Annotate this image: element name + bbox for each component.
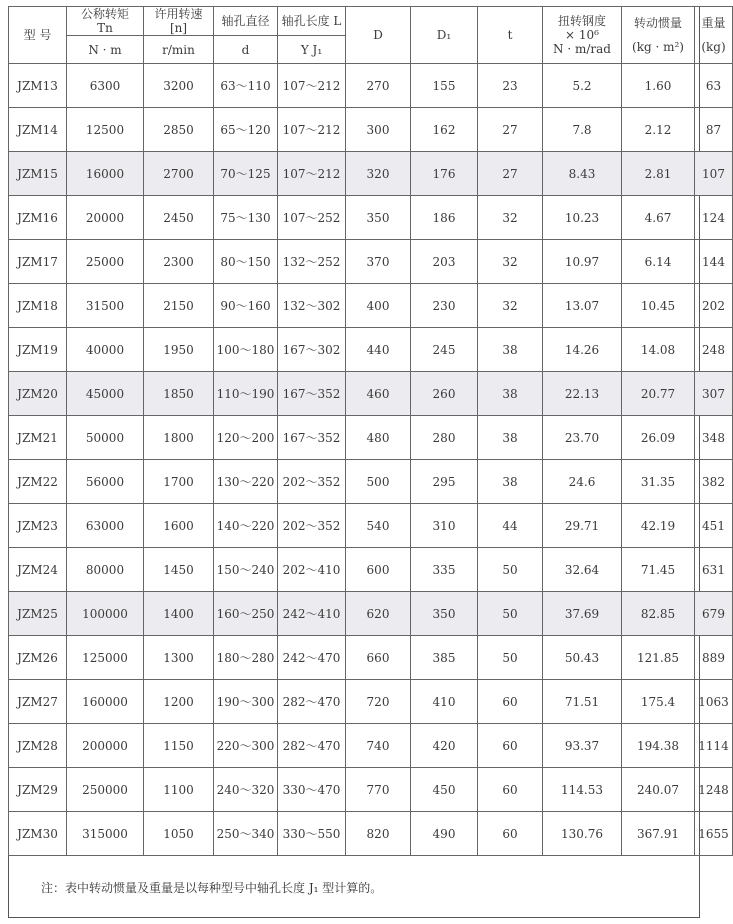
table-cell: 107 [695,152,733,196]
table-cell: 10.45 [622,284,695,328]
table-cell: 1850 [144,372,214,416]
table-cell: 1248 [695,768,733,812]
table-cell: 203 [411,240,478,284]
header-model: 型 号 [9,7,67,64]
table-cell: 202～352 [278,460,346,504]
table-cell: 1450 [144,548,214,592]
table-cell: 120～200 [214,416,278,460]
table-cell: 600 [346,548,411,592]
table-cell: 50000 [67,416,144,460]
table-cell: 60 [478,680,543,724]
table-row [9,328,733,372]
table-cell: 114.53 [543,768,622,812]
header-length: 轴孔长度 L [278,7,346,36]
table-cell: 2700 [144,152,214,196]
table-cell: JZM23 [9,504,67,548]
table-cell: 400 [346,284,411,328]
table-row [9,108,733,152]
table-row [9,372,733,416]
table-cell: 202～410 [278,548,346,592]
table-cell: 71.51 [543,680,622,724]
table-cell: 50 [478,592,543,636]
table-row [9,592,733,636]
header-t: t [478,7,543,64]
table-cell: JZM24 [9,548,67,592]
table-cell: 167～302 [278,328,346,372]
table-cell: 2.12 [622,108,695,152]
table-cell: 110～190 [214,372,278,416]
table-cell: 38 [478,328,543,372]
table-cell: JZM21 [9,416,67,460]
table-cell: 50 [478,636,543,680]
table-cell: 38 [478,372,543,416]
table-cell: 32 [478,196,543,240]
table-cell: 107～212 [278,152,346,196]
table-row [9,284,733,328]
table-cell: 140～220 [214,504,278,548]
table-cell: 40000 [67,328,144,372]
table-cell: 32 [478,284,543,328]
table-cell: 300 [346,108,411,152]
table-cell: 25000 [67,240,144,284]
table-cell: 282～470 [278,724,346,768]
table-cell: JZM27 [9,680,67,724]
table-cell: 20.77 [622,372,695,416]
table-cell: 100000 [67,592,144,636]
table-cell: 60 [478,812,543,856]
table-cell: 180～280 [214,636,278,680]
table-cell: 740 [346,724,411,768]
table-cell: 155 [411,64,478,108]
table-cell: 620 [346,592,411,636]
table-cell: 631 [695,548,733,592]
table-cell: 50.43 [543,636,622,680]
table-cell: 370 [346,240,411,284]
table-cell: 65～120 [214,108,278,152]
table-cell: 348 [695,416,733,460]
table-cell: 280 [411,416,478,460]
table-cell: 1100 [144,768,214,812]
table-cell: 10.23 [543,196,622,240]
table-cell: 31.35 [622,460,695,504]
table-cell: 240.07 [622,768,695,812]
table-cell: 175.4 [622,680,695,724]
table-row [9,680,733,724]
table-cell: 63 [695,64,733,108]
table-cell: 38 [478,460,543,504]
table-cell: 820 [346,812,411,856]
table-cell: 82.85 [622,592,695,636]
table-cell: 2450 [144,196,214,240]
table-cell: JZM30 [9,812,67,856]
table-cell: 90～160 [214,284,278,328]
table-cell: JZM15 [9,152,67,196]
table-cell: 14.08 [622,328,695,372]
table-cell: 480 [346,416,411,460]
table-cell: 75～130 [214,196,278,240]
table-cell: 194.38 [622,724,695,768]
table-cell: 31500 [67,284,144,328]
table-row [9,504,733,548]
table-cell: 720 [346,680,411,724]
table-cell: 12500 [67,108,144,152]
table-cell: 167～352 [278,372,346,416]
table-cell: 56000 [67,460,144,504]
table-cell: 260 [411,372,478,416]
table-cell: 150～240 [214,548,278,592]
table-cell: 38 [478,416,543,460]
table-cell: 310 [411,504,478,548]
table-cell: 242～470 [278,636,346,680]
table-cell: 295 [411,460,478,504]
table-row [9,240,733,284]
table-cell: 60 [478,724,543,768]
table-cell: 2.81 [622,152,695,196]
table-cell: JZM22 [9,460,67,504]
table-cell: 1400 [144,592,214,636]
table-cell: 32.64 [543,548,622,592]
table-cell: 87 [695,108,733,152]
table-cell: 13.07 [543,284,622,328]
table-cell: 200000 [67,724,144,768]
coupling-spec-table [8,6,733,856]
table-cell: 107～212 [278,64,346,108]
table-cell: 3200 [144,64,214,108]
table-cell: 1114 [695,724,733,768]
table-cell: 22.13 [543,372,622,416]
table-cell: 42.19 [622,504,695,548]
table-cell: 6300 [67,64,144,108]
table-cell: 100～180 [214,328,278,372]
table-cell: 125000 [67,636,144,680]
table-cell: 32 [478,240,543,284]
table-cell: 770 [346,768,411,812]
table-cell: 27 [478,108,543,152]
header-speed-unit: r/min [144,36,214,64]
table-cell: 124 [695,196,733,240]
table-cell: 242～410 [278,592,346,636]
table-cell: 350 [346,196,411,240]
table-cell: JZM29 [9,768,67,812]
table-cell: JZM20 [9,372,67,416]
table-cell: JZM28 [9,724,67,768]
table-cell: 230 [411,284,478,328]
table-cell: 23.70 [543,416,622,460]
table-cell: 4.67 [622,196,695,240]
table-cell: 8.43 [543,152,622,196]
table-cell: 1.60 [622,64,695,108]
table-cell: 45000 [67,372,144,416]
table-cell: 160000 [67,680,144,724]
table-cell: 1063 [695,680,733,724]
table-cell: 27 [478,152,543,196]
table-row [9,636,733,680]
table-cell: 160～250 [214,592,278,636]
table-cell: 1600 [144,504,214,548]
table-cell: 70～125 [214,152,278,196]
table-cell: 889 [695,636,733,680]
table-cell: 248 [695,328,733,372]
table-cell: 2300 [144,240,214,284]
table-cell: 44 [478,504,543,548]
header-D: D [346,7,411,64]
table-cell: JZM13 [9,64,67,108]
table-cell: 23 [478,64,543,108]
table-cell: 1050 [144,812,214,856]
table-cell: 1800 [144,416,214,460]
table-cell: 315000 [67,812,144,856]
table-cell: 320 [346,152,411,196]
table-cell: 130～220 [214,460,278,504]
table-row [9,196,733,240]
table-cell: 16000 [67,152,144,196]
table-cell: 2150 [144,284,214,328]
table-cell: 1700 [144,460,214,504]
table-cell: 1300 [144,636,214,680]
header-speed: 许用转速 [n] [144,7,214,36]
table-cell: 270 [346,64,411,108]
table-cell: 37.69 [543,592,622,636]
table-cell: 202 [695,284,733,328]
table-row [9,416,733,460]
table-cell: 107～252 [278,196,346,240]
table-cell: 5.2 [543,64,622,108]
table-cell: 14.26 [543,328,622,372]
header-bore-symbol: d [214,36,278,64]
table-cell: 1150 [144,724,214,768]
table-cell: 410 [411,680,478,724]
table-cell: JZM16 [9,196,67,240]
table-cell: JZM25 [9,592,67,636]
table-cell: 1655 [695,812,733,856]
table-row [9,548,733,592]
table-cell: 382 [695,460,733,504]
table-cell: 335 [411,548,478,592]
table-cell: 330～550 [278,812,346,856]
table-cell: JZM26 [9,636,67,680]
table-cell: 660 [346,636,411,680]
table-cell: JZM14 [9,108,67,152]
table-cell: 282～470 [278,680,346,724]
table-cell: JZM18 [9,284,67,328]
table-cell: 385 [411,636,478,680]
table-cell: 60 [478,768,543,812]
table-cell: 451 [695,504,733,548]
table-cell: 121.85 [622,636,695,680]
table-cell: 420 [411,724,478,768]
table-cell: 20000 [67,196,144,240]
table-cell: JZM19 [9,328,67,372]
table-cell: 202～352 [278,504,346,548]
table-cell: 307 [695,372,733,416]
table-cell: 190～300 [214,680,278,724]
table-cell: 132～252 [278,240,346,284]
spec-sheet [8,6,729,918]
table-cell: 176 [411,152,478,196]
table-cell: 24.6 [543,460,622,504]
table-cell: 350 [411,592,478,636]
table-cell: 245 [411,328,478,372]
table-cell: 107～212 [278,108,346,152]
table-cell: 440 [346,328,411,372]
table-cell: 29.71 [543,504,622,548]
table-cell: 490 [411,812,478,856]
table-cell: 450 [411,768,478,812]
table-cell: 240～320 [214,768,278,812]
header-inertia: 转动惯量 (kg · m²) [622,7,695,64]
table-row [9,64,733,108]
table-cell: 93.37 [543,724,622,768]
footnote: 注：表中转动惯量及重量是以每种型号中轴孔长度 J₁ 型计算的。 [41,881,383,895]
table-row [9,152,733,196]
table-cell: 10.97 [543,240,622,284]
header-weight: 重量 (kg) [695,7,733,64]
table-row [9,812,733,856]
table-cell: 63000 [67,504,144,548]
table-cell: 80～150 [214,240,278,284]
table-cell: 132～302 [278,284,346,328]
table-cell: 1950 [144,328,214,372]
table-cell: 367.91 [622,812,695,856]
table-cell: 162 [411,108,478,152]
table-row [9,768,733,812]
table-cell: 167～352 [278,416,346,460]
table-cell: 63～110 [214,64,278,108]
table-row [9,460,733,504]
table-cell: 679 [695,592,733,636]
table-cell: JZM17 [9,240,67,284]
table-cell: 500 [346,460,411,504]
table-cell: 1200 [144,680,214,724]
table-cell: 7.8 [543,108,622,152]
table-cell: 540 [346,504,411,548]
header-bore: 轴孔直径 [214,7,278,36]
table-cell: 6.14 [622,240,695,284]
table-cell: 2850 [144,108,214,152]
table-cell: 186 [411,196,478,240]
header-stiffness: 扭转钢度 × 10⁶ N · m/rad [543,7,622,64]
header-torque-unit: N · m [67,36,144,64]
table-cell: 250000 [67,768,144,812]
table-cell: 130.76 [543,812,622,856]
table-cell: 250～340 [214,812,278,856]
header-torque: 公称转矩 Tn [67,7,144,36]
header-length-symbol: Y J₁ [278,36,346,64]
table-cell: 220～300 [214,724,278,768]
table-cell: 71.45 [622,548,695,592]
table-cell: 460 [346,372,411,416]
table-cell: 50 [478,548,543,592]
table-cell: 26.09 [622,416,695,460]
table-cell: 80000 [67,548,144,592]
table-cell: 330～470 [278,768,346,812]
table-cell: 144 [695,240,733,284]
table-row [9,724,733,768]
header-D1: D₁ [411,7,478,64]
